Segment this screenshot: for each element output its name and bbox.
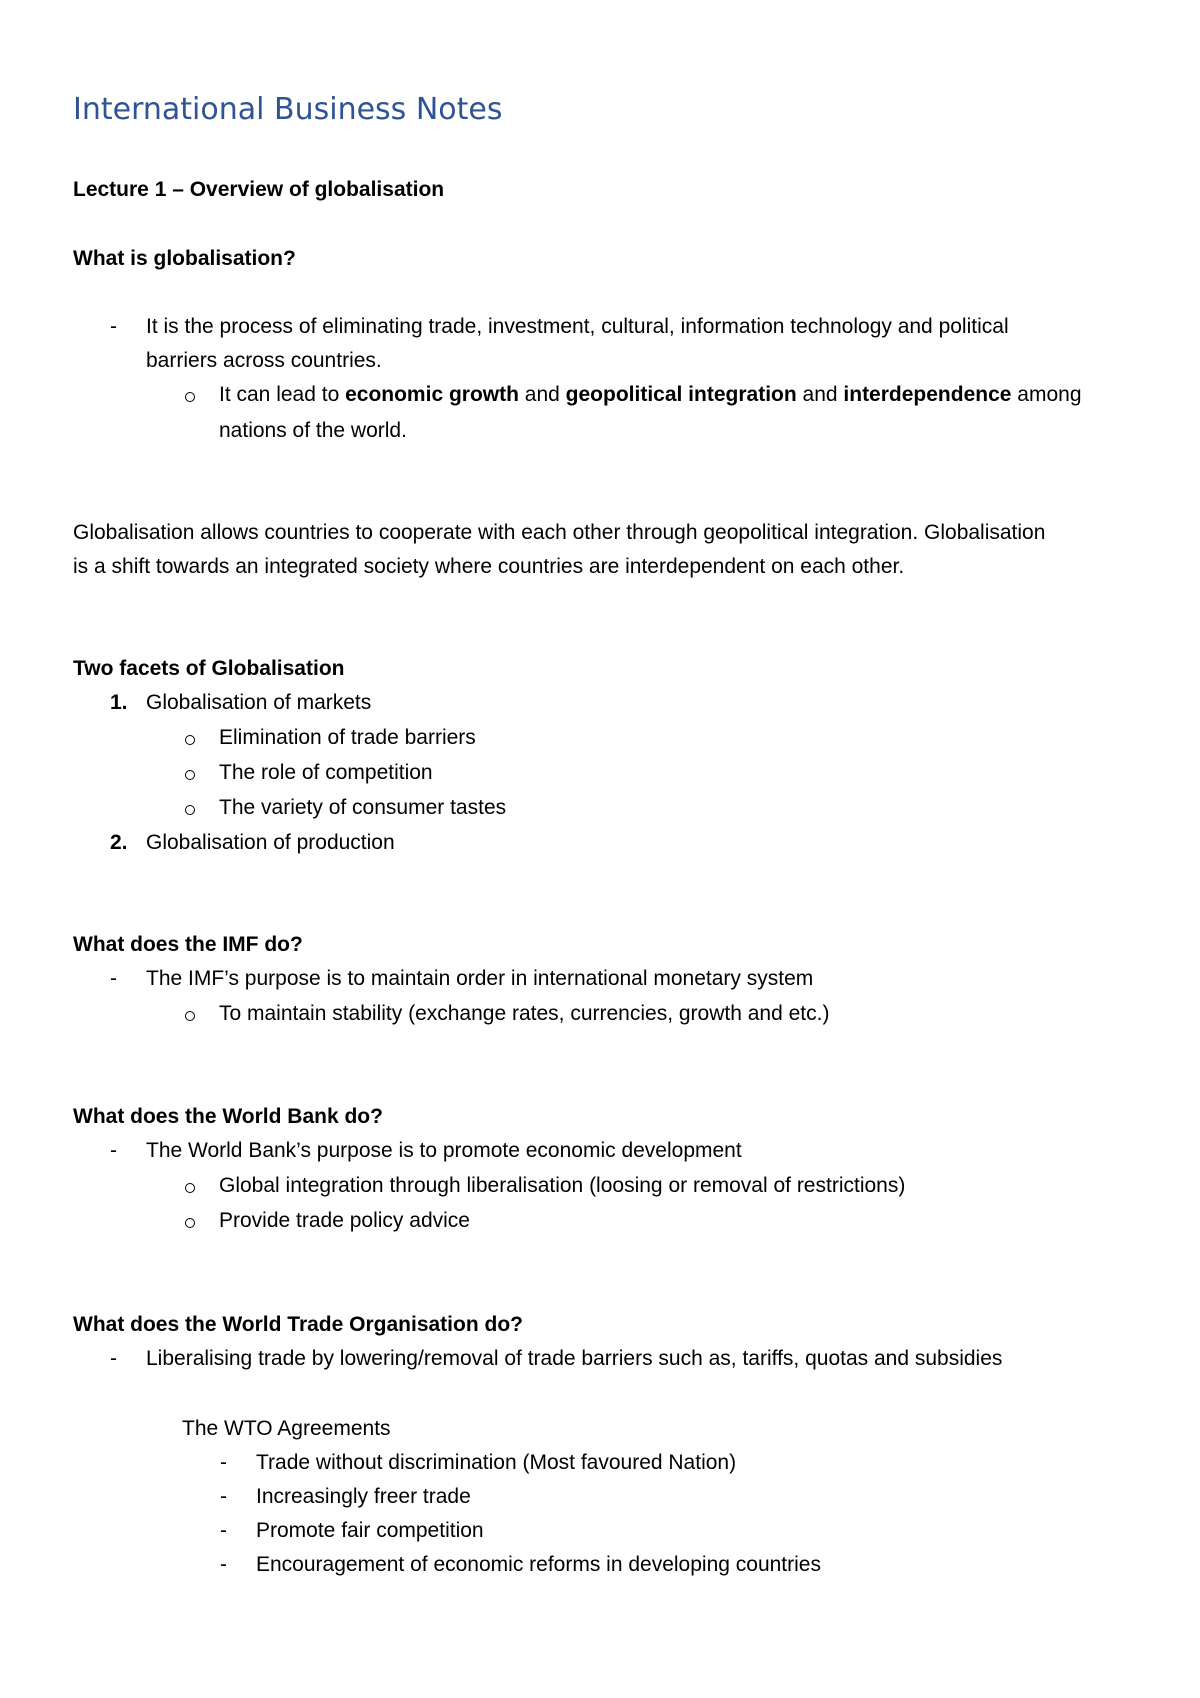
document-title: International Business Notes — [73, 92, 503, 127]
circle-bullet-icon — [185, 805, 195, 815]
numbered-marker-1: 1. — [110, 691, 128, 714]
paragraph-line-1: Globalisation allows countries to cooperate with each other through geopolitical integration. Globalisation — [73, 521, 1046, 544]
section-heading-world-bank: What does the World Bank do? — [73, 1105, 383, 1128]
definition-bullet-line-1: It is the process of eliminating trade, investment, cultural, information technology and political — [146, 315, 1009, 338]
world-bank-sub-bullet: Global integration through liberalisation (loosing or removal of restrictions) — [219, 1174, 906, 1197]
facet-item-markets: Globalisation of markets — [146, 691, 372, 714]
dash-bullet-marker: - — [110, 315, 117, 338]
imf-bullet: The IMF’s purpose is to maintain order in international monetary system — [146, 967, 814, 990]
bold-term-economic-growth: economic growth — [345, 383, 519, 406]
facet-item-production: Globalisation of production — [146, 831, 395, 854]
circle-bullet-icon — [185, 1218, 195, 1228]
definition-bullet-line-2: barriers across countries. — [146, 349, 382, 372]
sub-text: and — [796, 383, 844, 406]
world-bank-bullet: The World Bank’s purpose is to promote economic development — [146, 1139, 742, 1162]
wto-agreement-item: Promote fair competition — [256, 1519, 484, 1542]
circle-bullet-icon — [185, 735, 195, 745]
dash-bullet-marker: - — [220, 1451, 227, 1474]
section-heading-globalisation: What is globalisation? — [73, 247, 296, 270]
definition-sub-bullet-line-1 — [219, 384, 1082, 405]
wto-agreement-item: Trade without discrimination (Most favoured Nation) — [256, 1451, 737, 1474]
dash-bullet-marker: - — [220, 1485, 227, 1508]
section-heading-facets: Two facets of Globalisation — [73, 657, 345, 680]
wto-agreement-item: Increasingly freer trade — [256, 1485, 471, 1508]
wto-agreement-item: Encouragement of economic reforms in developing countries — [256, 1553, 821, 1576]
sub-text: among — [1011, 383, 1082, 406]
sub-text: It can lead to — [219, 383, 346, 406]
bold-term-geopolitical-integration: geopolitical integration — [565, 383, 797, 406]
dash-bullet-marker: - — [220, 1553, 227, 1576]
wto-bullet: Liberalising trade by lowering/removal of trade barriers such as, tariffs, quotas and subsidies — [146, 1347, 1003, 1370]
paragraph-line-2: is a shift towards an integrated society where countries are interdependent on each other. — [73, 555, 905, 578]
facet-sub-item: The variety of consumer tastes — [219, 796, 507, 819]
facet-sub-item: The role of competition — [219, 761, 433, 784]
dash-bullet-marker: - — [110, 1139, 117, 1162]
circle-bullet-icon — [185, 770, 195, 780]
section-heading-wto: What does the World Trade Organisation do? — [73, 1313, 523, 1336]
definition-sub-bullet-line-2: nations of the world. — [219, 419, 407, 442]
wto-agreements-title: The WTO Agreements — [182, 1417, 391, 1440]
circle-bullet-icon — [185, 392, 195, 402]
numbered-marker-2: 2. — [110, 831, 128, 854]
section-heading-imf: What does the IMF do? — [73, 933, 303, 956]
dash-bullet-marker: - — [110, 967, 117, 990]
sub-text: and — [518, 383, 566, 406]
circle-bullet-icon — [185, 1183, 195, 1193]
facet-sub-item: Elimination of trade barriers — [219, 726, 476, 749]
dash-bullet-marker: - — [110, 1347, 117, 1370]
imf-sub-bullet: To maintain stability (exchange rates, currencies, growth and etc.) — [219, 1002, 830, 1025]
dash-bullet-marker: - — [220, 1519, 227, 1542]
circle-bullet-icon — [185, 1011, 195, 1021]
world-bank-sub-bullet: Provide trade policy advice — [219, 1209, 470, 1232]
bold-term-interdependence: interdependence — [843, 383, 1012, 406]
lecture-heading: Lecture 1 – Overview of globalisation — [73, 178, 445, 201]
